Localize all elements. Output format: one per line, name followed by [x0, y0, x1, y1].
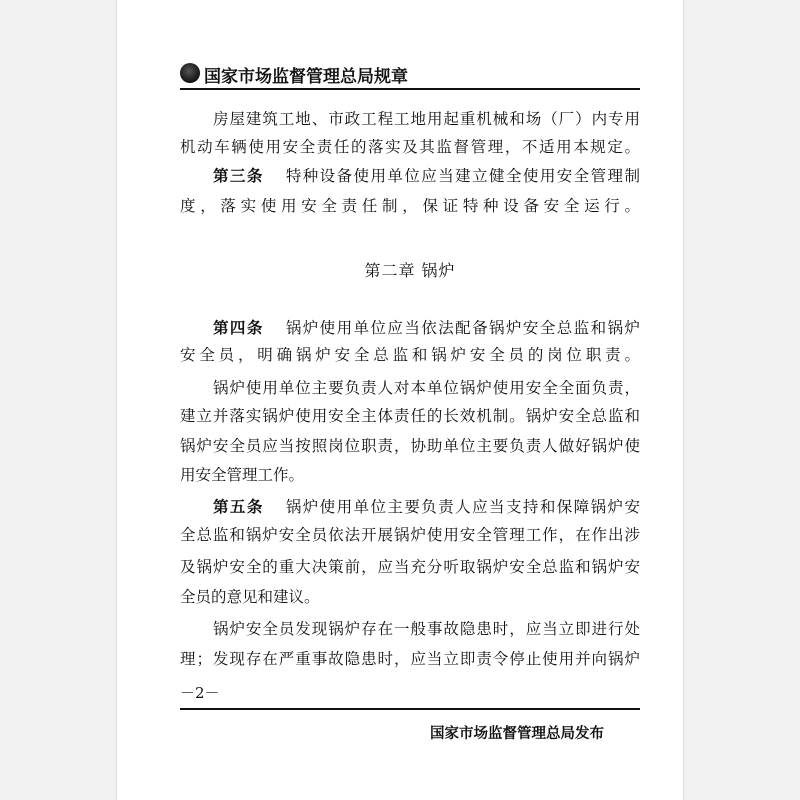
article-4-label: 第四条 — [213, 319, 264, 337]
article-5-label: 第五条 — [213, 498, 264, 516]
header-rule — [180, 88, 640, 90]
article-3-text-1: 特种设备使用单位应当建立健全使用安全管理制 — [285, 167, 640, 185]
article-4-text-1: 锅炉使用单位应当依法配备锅炉安全总监和锅炉 — [285, 319, 640, 337]
article-4-para2-line-4: 用安全管理工作。 — [180, 466, 305, 484]
body-line-2: 机动车辆使用安全责任的落实及其监督管理，不适用本规定。 — [180, 138, 640, 156]
article-4-line-2: 安全员，明确锅炉安全总监和锅炉安全员的岗位职责。 — [180, 346, 640, 364]
article-5-line-1 — [213, 497, 640, 517]
article-4-para2-line-3: 锅炉安全员应当按照岗位职责，协助单位主要负责人做好锅炉使 — [180, 437, 640, 455]
article-3-line-2: 度，落实使用安全责任制，保证特种设备安全运行。 — [180, 197, 640, 215]
national-emblem-icon — [180, 63, 200, 83]
article-5-line-2: 全总监和锅炉安全员依法开展锅炉使用安全管理工作，在作出涉 — [180, 526, 640, 544]
article-3-label: 第三条 — [213, 167, 264, 185]
page-number: －2－ — [180, 684, 220, 702]
article-5-para2-line-1: 锅炉安全员发现锅炉存在一般事故隐患时，应当立即进行处 — [213, 620, 640, 638]
footer-publisher: 国家市场监督管理总局发布 — [430, 726, 604, 742]
article-4-para2-line-2: 建立并落实锅炉使用安全主体责任的长效机制。锅炉安全总监和 — [180, 407, 640, 425]
article-5-line-3: 及锅炉安全的重大决策前，应当充分听取锅炉安全总监和锅炉安 — [180, 558, 640, 576]
article-5-para2-line-2: 理；发现存在严重事故隐患时，应当立即责令停止使用并向锅炉 — [180, 650, 640, 668]
body-line-1: 房屋建筑工地、市政工程工地用起重机械和场（厂）内专用 — [213, 110, 640, 128]
article-5-text-1: 锅炉使用单位主要负责人应当支持和保障锅炉安 — [285, 498, 640, 516]
article-4-para2-line-1: 锅炉使用单位主要负责人对本单位锅炉使用安全全面负责， — [213, 379, 640, 397]
document-header — [180, 60, 640, 96]
footer-rule — [180, 708, 640, 710]
article-4-line-1 — [213, 318, 640, 338]
header-title: 国家市场监督管理总局规章 — [204, 67, 408, 87]
article-3-line-1 — [213, 166, 640, 186]
chapter-title: 第二章 锅炉 — [364, 261, 456, 280]
article-5-line-4: 全员的意见和建议。 — [180, 588, 320, 606]
